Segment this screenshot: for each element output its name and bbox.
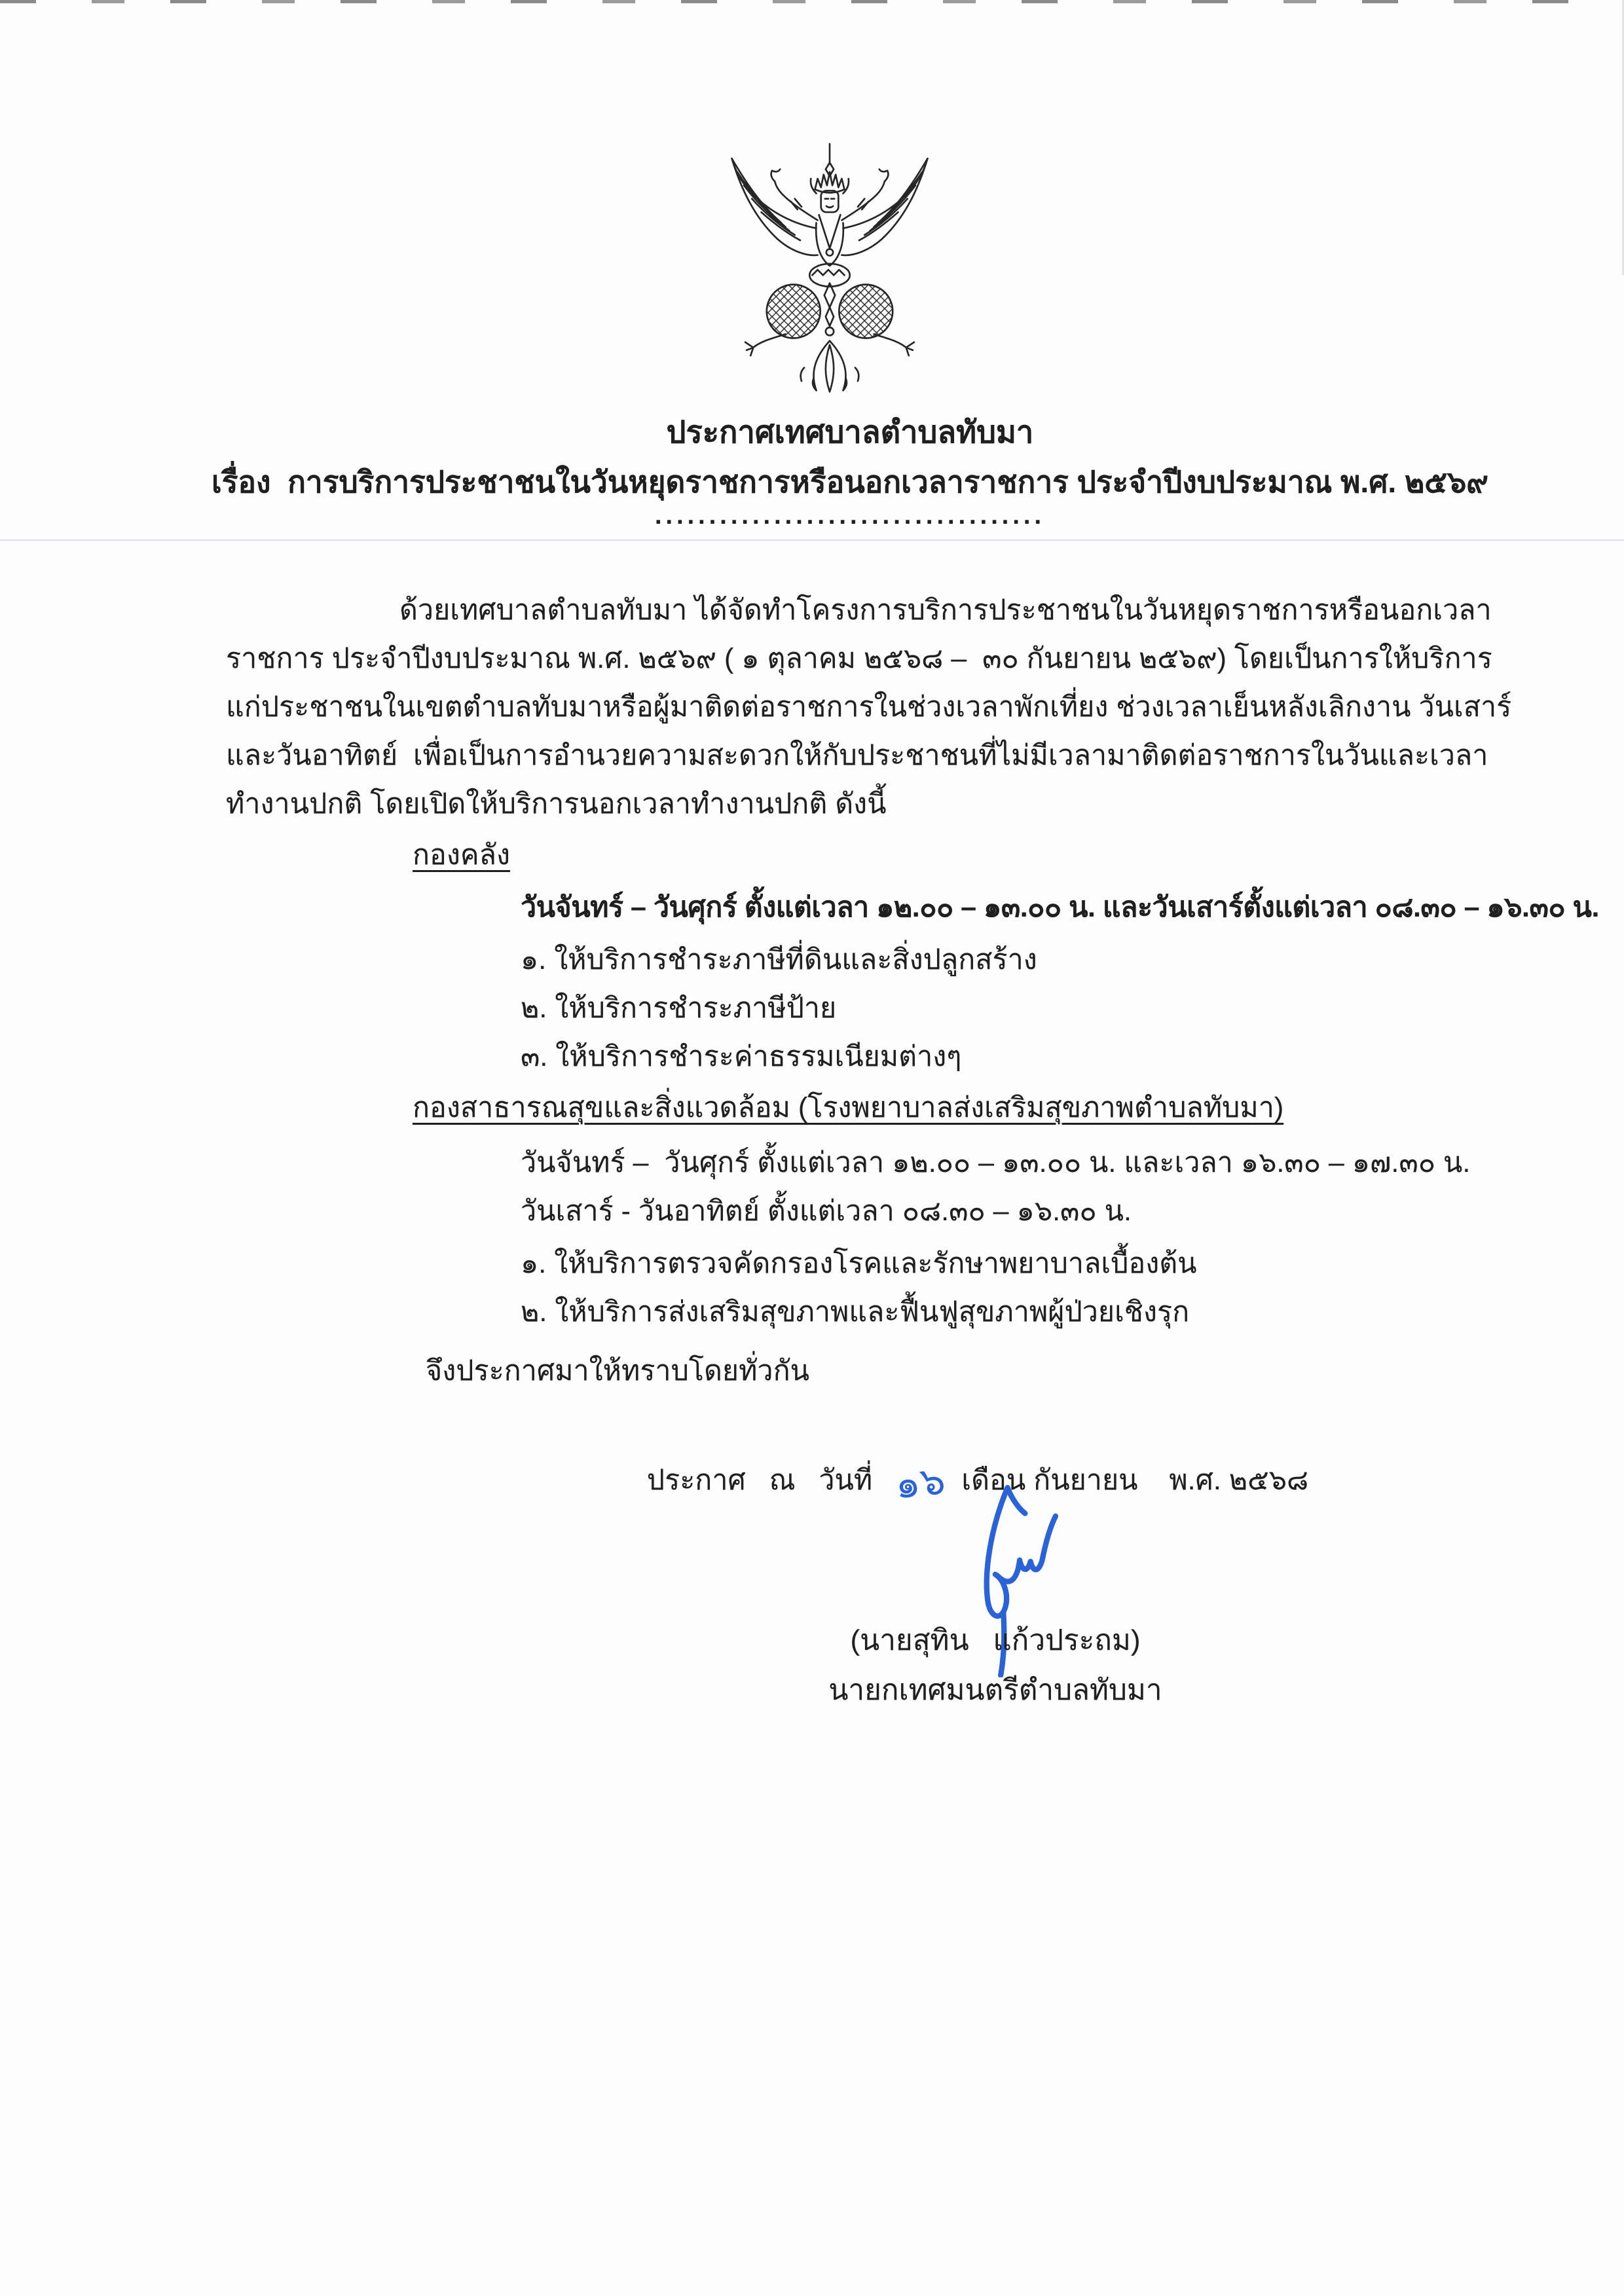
page-title: ประกาศเทศบาลตำบลทับมา xyxy=(666,414,1034,449)
intro-line: ทำงานปกติ โดยเปิดให้บริการนอกเวลาทำงานปกติ ดังนี้ xyxy=(226,788,887,820)
schedule-line: วันจันทร์ – วันศุกร์ ตั้งแต่เวลา ๑๒.๐๐ – ๑๓.๐๐ น. และวันเสาร์ตั้งแต่เวลา ๐๘.๓๐ – ๑๖.๓๐ น. xyxy=(521,892,1599,923)
section-health-heading: กองสาธารณสุขและสิ่งแวดล้อม (โรงพยาบาลส่งเสริมสุขภาพตำบลทับมา) xyxy=(413,1092,1284,1123)
signatory-position: นายกเทศมนตรีตำบลทับมา xyxy=(828,1674,1162,1706)
closing-line: จึงประกาศมาให้ทราบโดยทั่วกัน xyxy=(426,1355,810,1387)
signatory-name: (นายสุทิน แก้วประถม) xyxy=(850,1624,1141,1656)
intro-line: และวันอาทิตย์ เพื่อเป็นการอำนวยความสะดวกให้กับประชาชนที่ไม่มีเวลามาติดต่อราชการในวันและเวลา xyxy=(226,740,1488,771)
service-item: ๓. ให้บริการชำระค่าธรรมเนียมต่างๆ xyxy=(521,1041,962,1072)
service-item: ๑. ให้บริการตรวจคัดกรองโรคและรักษาพยาบาลเบื้องต้น xyxy=(521,1248,1197,1279)
promulgation-prefix: ประกาศ ณ วันที่ xyxy=(646,1465,873,1496)
handwritten-day: ๑๖ xyxy=(893,1458,948,1507)
subject-line: เรื่อง การบริการประชาชนในวันหยุดราชการหรือนอกเวลาราชการ ประจำปีงบประมาณ พ.ศ. ๒๕๖๙ xyxy=(211,465,1488,499)
intro-line: ด้วยเทศบาลตำบลทับมา ได้จัดทำโครงการบริการประชาชนในวันหยุดราชการหรือนอกเวลา xyxy=(399,594,1492,626)
service-item: ๒. ให้บริการชำระภาษีป้าย xyxy=(521,993,837,1024)
intro-line: แก่ประชาชนในเขตตำบลทับมาหรือผู้มาติดต่อราชการในช่วงเวลาพักเที่ยง ช่วงเวลาเย็นหลังเลิกงาน วันเสาร์ xyxy=(226,691,1512,723)
dotted-divider: .................................... xyxy=(654,502,1046,530)
signatory-block xyxy=(733,0,1257,1710)
schedule-line: วันจันทร์ – วันศุกร์ ตั้งแต่เวลา ๑๒.๐๐ – ๑๓.๐๐ น. และเวลา ๑๖.๓๐ – ๑๗.๓๐ น. xyxy=(521,1147,1471,1178)
service-item: ๒. ให้บริการส่งเสริมสุขภาพและฟื้นฟูสุขภาพผู้ป่วยเชิงรุก xyxy=(521,1296,1190,1328)
intro-line: ราชการ ประจำปีงบประมาณ พ.ศ. ๒๕๖๙ ( ๑ ตุลาคม ๒๕๖๘ – ๓๐ กันยายน ๒๕๖๙) โดยเป็นการให้บริการ xyxy=(226,643,1492,674)
schedule-line: วันเสาร์ - วันอาทิตย์ ตั้งแต่เวลา ๐๘.๓๐ – ๑๖.๓๐ น. xyxy=(521,1195,1132,1227)
promulgation-suffix: เดือน กันยายน พ.ศ. ๒๕๖๘ xyxy=(961,1465,1309,1496)
section-finance-heading: กองคลัง xyxy=(413,839,510,871)
service-item: ๑. ให้บริการชำระภาษีที่ดินและสิ่งปลูกสร้าง xyxy=(521,944,1037,975)
